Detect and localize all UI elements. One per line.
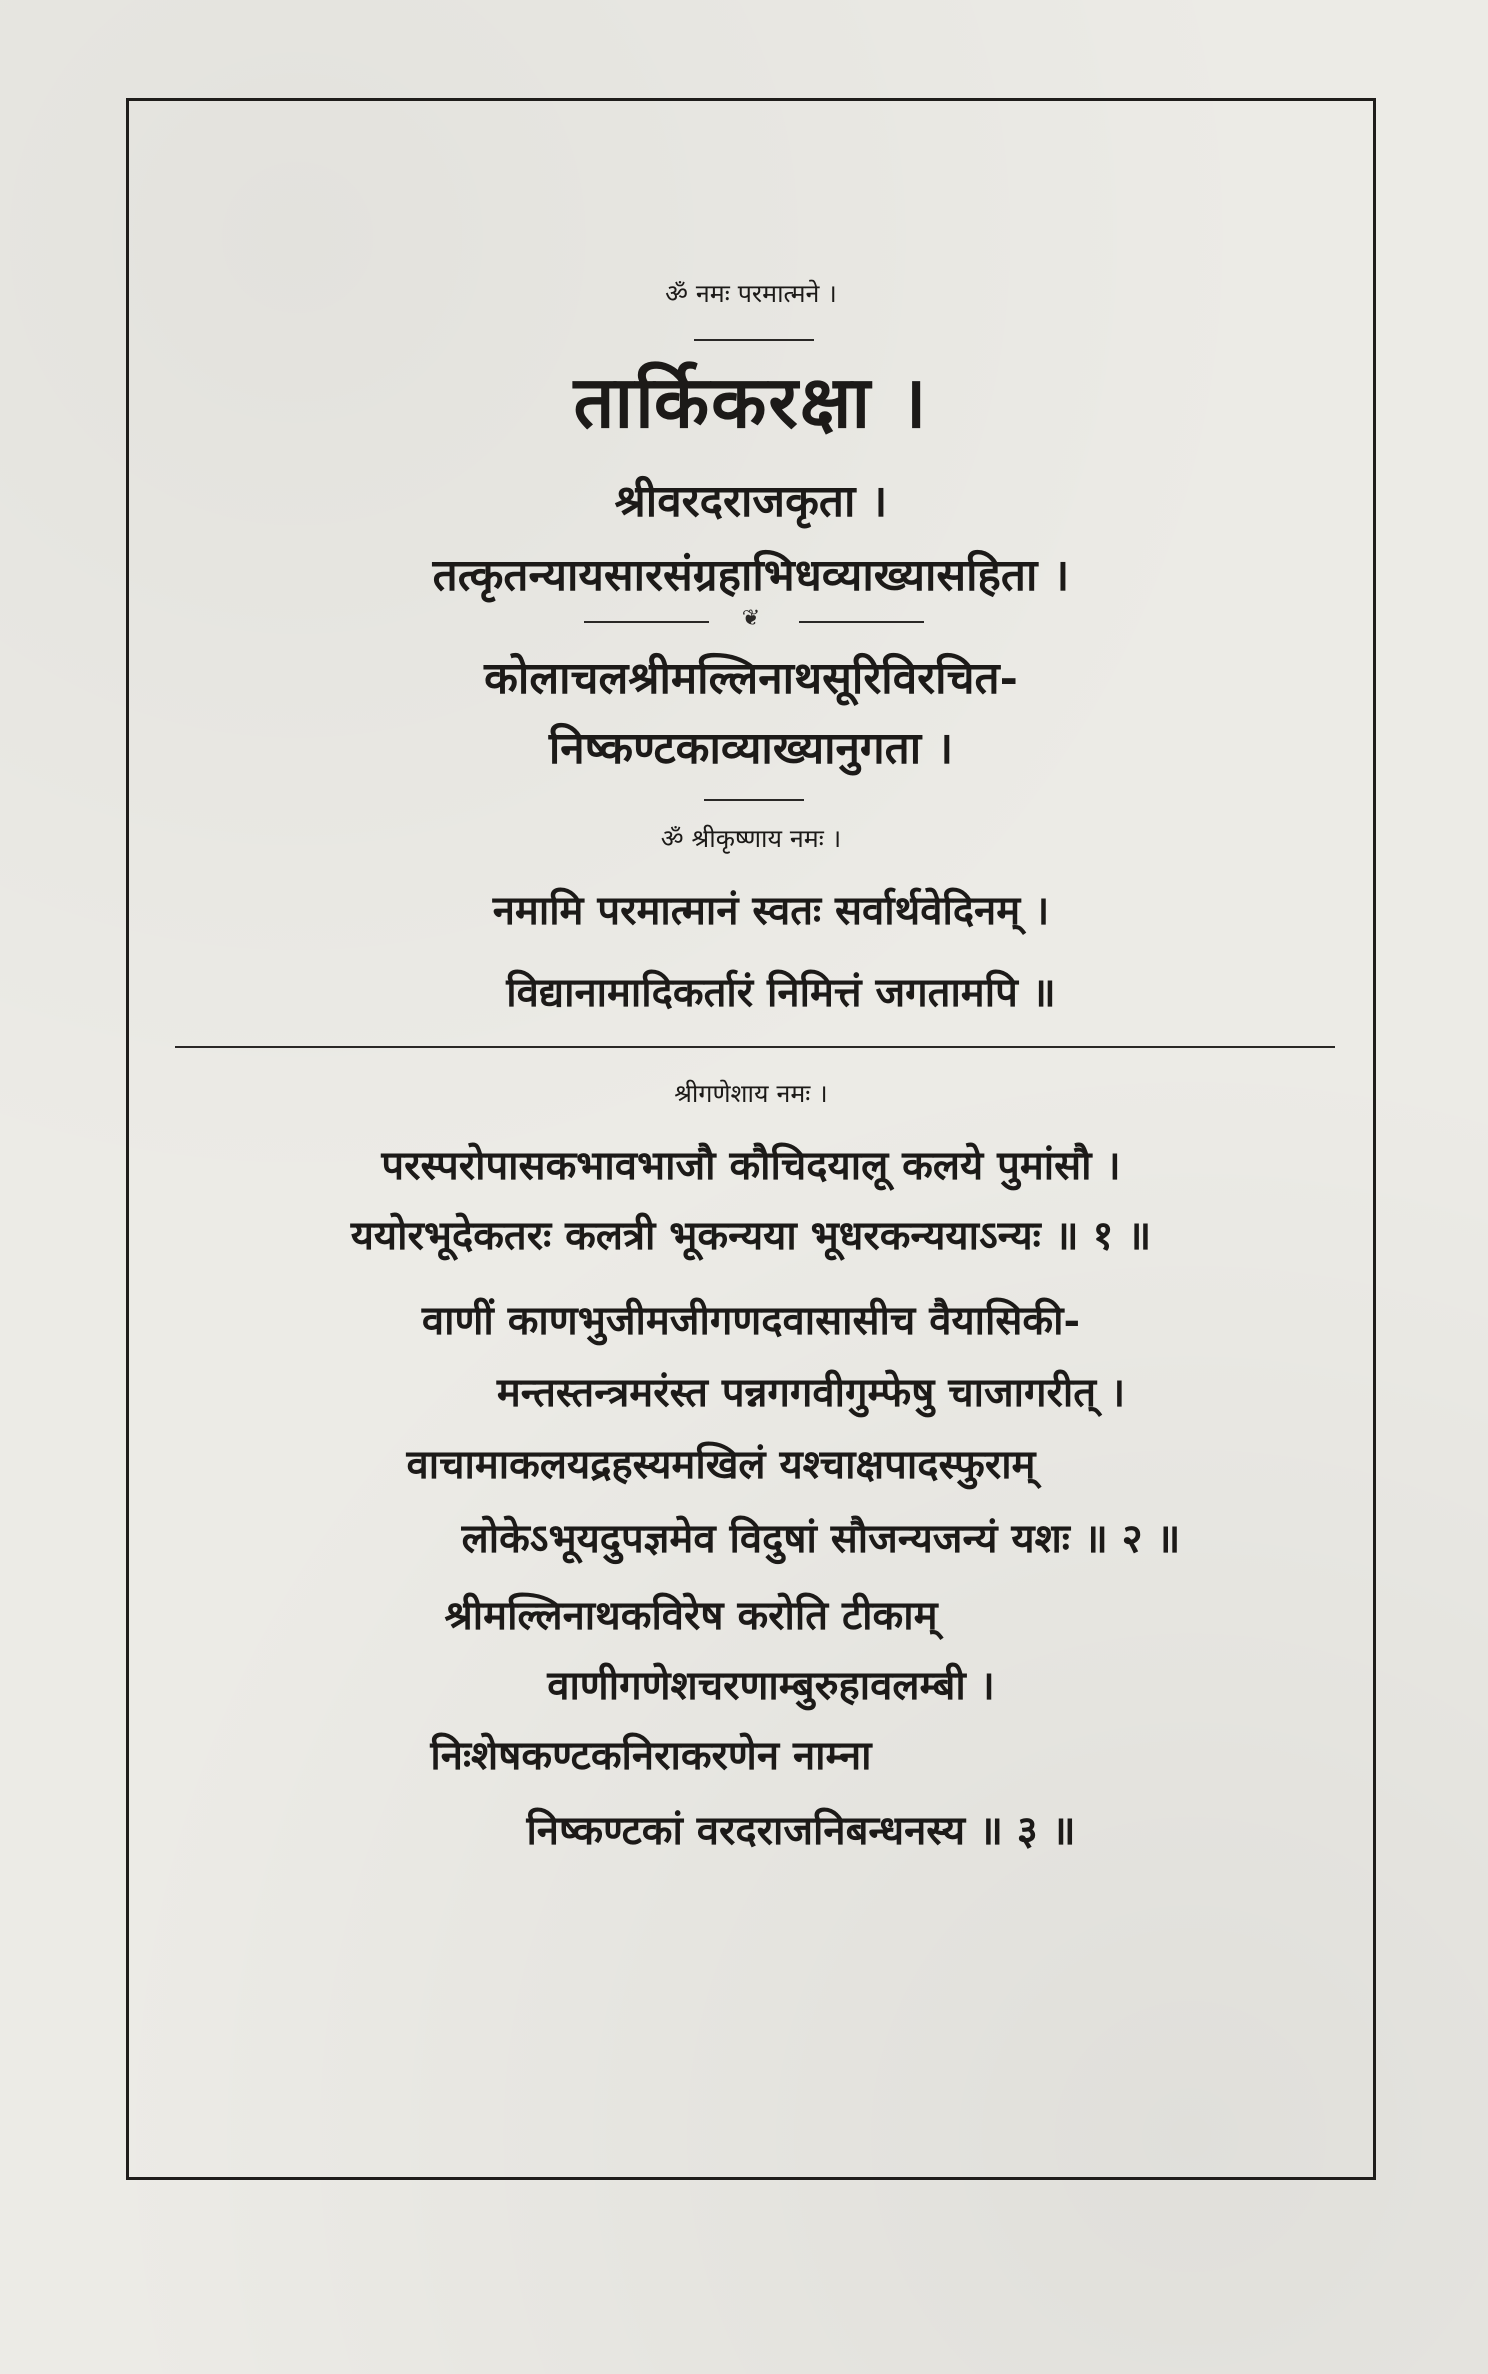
invocation-header: ॐ नमः परमात्मने । (665, 279, 837, 308)
subcommentary-line-1: कोलाचलश्रीमल्लिनाथसूरिविरचित- (484, 653, 1018, 704)
commentary-line-6: लोकेऽभूयदुपज्ञमेव विदुषां सौजन्यजन्यं यशः ॥ २ ॥ (461, 1515, 1181, 1562)
commentary-line-9: निःशेषकण्टकनिराकरणेन नाम्ना (430, 1732, 872, 1779)
mangala-verse-line-2: विद्यानामादिकर्तारं निमित्तं जगतामपि ॥ (506, 969, 1056, 1016)
ornament: ❦ (741, 606, 761, 631)
divider-short (694, 339, 814, 341)
invocation-krishna: ॐ श्रीकृष्णाय नमः । (660, 824, 842, 853)
book-title: तार्किकरक्षा । (573, 359, 929, 444)
section-rule (175, 1046, 1335, 1048)
author-line: श्रीवरदराजकृता । (614, 476, 888, 527)
commentary-line-1: परस्परोपासकभावभाजौ कौचिदयालू कलये पुमांसौ । (381, 1142, 1121, 1189)
divider-right (799, 621, 924, 623)
invocation-ganesha: श्रीगणेशाय नमः । (674, 1079, 828, 1108)
commentary-line: तत्कृतन्यायसारसंग्रहाभिधव्याख्यासहिता । (432, 550, 1070, 601)
page-border (126, 98, 1376, 2180)
divider-short-2 (704, 799, 804, 801)
commentary-line-7: श्रीमल्लिनाथकविरेष करोति टीकाम् (444, 1592, 938, 1639)
commentary-line-10: निष्कण्टकां वरदराजनिबन्धनस्य ॥ ३ ॥ (526, 1807, 1076, 1854)
commentary-line-4: मन्तस्तन्त्रमरंस्त पन्नगगवीगुम्फेषु चाजागरीत् । (496, 1369, 1126, 1416)
commentary-line-5: वाचामाकलयद्रहस्यमखिलं यश्चाक्षपादस्फुराम् (406, 1441, 1036, 1488)
commentary-line-8: वाणीगणेशचरणाम्बुरुहावलम्बी । (547, 1662, 995, 1709)
commentary-line-3: वाणीं काणभुजीमजीगणदवासासीच वैयासिकी- (421, 1297, 1081, 1344)
mangala-verse-line-1: नमामि परमात्मानं स्वतः सर्वार्थवेदिनम् । (492, 887, 1050, 934)
subcommentary-line-2: निष्कण्टकाव्याख्यानुगता । (548, 723, 954, 774)
commentary-line-2: ययोरभूदेकतरः कलत्री भूकन्यया भूधरकन्ययाऽन्यः ॥ १ ॥ (350, 1212, 1152, 1259)
